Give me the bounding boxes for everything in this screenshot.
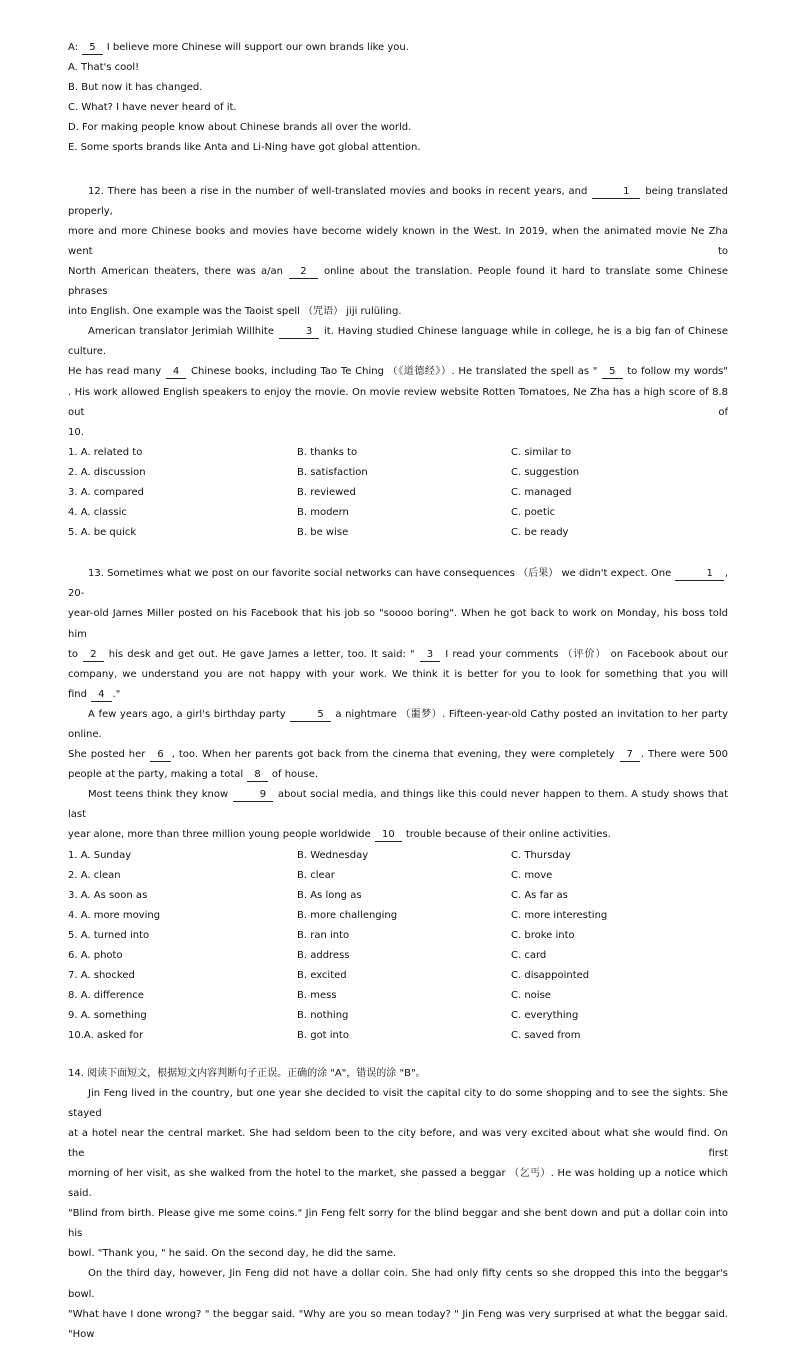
passage-line: year-old James Miller posted on his Facebook that his job so "soooo boring". When he got back to work on Monday, his boss told him (68, 608, 728, 640)
spacer (68, 543, 728, 564)
option-4a[interactable]: 4. A. classic (68, 507, 127, 519)
passage-line: "Blind from birth. Please give me some coins." Jin Feng felt sorry for the blind beggar and she bent down and put a dollar coin into his (68, 1208, 728, 1240)
answer-blank-8[interactable]: 8 (247, 769, 267, 782)
option-a: A. That's cool! (68, 62, 140, 74)
question-13 (68, 564, 728, 1046)
passage-line (68, 705, 728, 745)
line-text: 13. Sometimes what we post on our favorite social networks can have consequences （后果） we didn't expect. One (88, 568, 675, 580)
option-5c[interactable]: C. broke into (511, 929, 575, 941)
question-14 (68, 1064, 728, 1345)
option-4c[interactable]: C. more interesting (511, 909, 608, 921)
option-9a[interactable]: 9. A. something (68, 1010, 147, 1022)
passage-line: company, we understand you are not happy with your work. We think it is better for you to look for something that you will (68, 668, 728, 680)
passage-line (68, 765, 728, 785)
answer-blank-10[interactable]: 10 (375, 829, 402, 842)
answer-blank-1[interactable]: 1 (592, 186, 640, 199)
answer-blank-6[interactable]: 6 (150, 749, 170, 762)
option-4b[interactable]: B. more challenging (297, 909, 398, 921)
option-5a[interactable]: 5. A. be quick (68, 527, 137, 539)
question-12 (68, 182, 728, 544)
option-2a[interactable]: 2. A. clean (68, 869, 121, 881)
answer-blank-7[interactable]: 7 (620, 749, 640, 762)
passage-line (68, 785, 728, 825)
passage-line: 10. (68, 426, 84, 438)
option-1b[interactable]: B. Wednesday (297, 849, 369, 861)
line-text: trouble because of their online activities. (402, 829, 611, 841)
option-1a[interactable]: 1. A. Sunday (68, 849, 132, 861)
passage-line (68, 182, 728, 222)
option-4b[interactable]: B. modern (297, 507, 349, 519)
option-6b[interactable]: B. address (297, 950, 350, 962)
line-text: American translator Jerimiah Willhite (88, 326, 278, 338)
passage-line (68, 564, 728, 604)
line-text: people at the party, making a total (68, 769, 247, 781)
option-2c[interactable]: C. move (511, 869, 553, 881)
passage-line: morning of her visit, as she walked from the hotel to the market, she passed a beggar （乞丐）. He was holding up a notice which said. (68, 1167, 728, 1200)
passage-line: bowl. "Thank you, " he said. On the second day, he did the same. (68, 1248, 397, 1260)
line-text: to (68, 648, 83, 660)
answer-blank-5[interactable]: 5 (290, 709, 330, 722)
answer-blank-1[interactable]: 1 (675, 568, 723, 581)
line-text: I read your comments （评价） on Facebook about our (441, 648, 728, 660)
dialogue-line-a (68, 38, 728, 58)
line-text: his desk and get out. He gave James a letter, too. It said: " (104, 648, 419, 660)
passage-line: On the third day, however, Jin Feng did not have a dollar coin. She had only fifty cents so she dropped this into the beggar's bowl. (68, 1268, 728, 1300)
option-2a[interactable]: 2. A. discussion (68, 466, 146, 478)
line-text: being translated properly, (68, 185, 728, 217)
line-text: A few years ago, a girl's birthday party (88, 708, 290, 720)
passage-line: more and more Chinese books and movies have become widely known in the West. In 2019, when the animated movie Ne Zha went to (68, 225, 728, 257)
line-text: Chinese books, including Tao Te Ching （《道德经》）. He translated the spell as " (187, 366, 602, 378)
exam-page (68, 38, 728, 1345)
line-text: about social media, and things like this could never happen to them. A study shows that last (68, 789, 728, 821)
option-d: D. For making people know about Chinese brands all over the world. (68, 122, 412, 134)
answer-blank-5[interactable]: 5 (602, 366, 622, 379)
line-text: Most teens think they know (88, 789, 232, 801)
q12-options (68, 443, 728, 543)
option-8a[interactable]: 8. A. difference (68, 990, 144, 1002)
passage-line: into English. One example was the Taoist spell （咒语） jiji rulüling. (68, 306, 402, 318)
answer-blank-2[interactable]: 2 (83, 649, 103, 662)
line-text: ." (112, 688, 121, 700)
option-7a[interactable]: 7. A. shocked (68, 970, 135, 982)
passage-line (68, 825, 728, 845)
option-2c[interactable]: C. suggestion (511, 466, 580, 478)
line-text: . There were 500 (640, 749, 729, 761)
passage-line: . His work allowed English speakers to enjoy the movie. On movie review website Rotten Tomatoes, Ne Zha has a high score of 8.8 out of (68, 386, 728, 418)
q11-tail (68, 38, 728, 159)
line-text: A: (68, 42, 82, 53)
passage-line (68, 745, 728, 765)
option-e: E. Some sports brands like Anta and Li-Ning have got global attention. (68, 142, 421, 154)
option-b: B. But now it has changed. (68, 82, 203, 94)
spacer (68, 159, 728, 182)
line-text: 12. There has been a rise in the number of well-translated movies and books in recent years, and (88, 185, 592, 197)
line-text: of house. (268, 769, 319, 781)
option-6a[interactable]: 6. A. photo (68, 950, 123, 962)
option-1c[interactable]: C. similar to (511, 446, 572, 458)
passage-line (68, 685, 728, 705)
answer-blank-4[interactable]: 4 (166, 366, 186, 379)
option-2b[interactable]: B. clear (297, 869, 335, 881)
option-9b[interactable]: B. nothing (297, 1010, 349, 1022)
passage-line: Jin Feng lived in the country, but one year she decided to visit the capital city to do some shopping and to see the sights. She stayed (68, 1087, 728, 1119)
option-5c[interactable]: C. be ready (511, 527, 569, 539)
option-8c[interactable]: C. noise (511, 990, 551, 1002)
option-10b[interactable]: B. got into (297, 1030, 349, 1042)
option-3a[interactable]: 3. A. As soon as (68, 889, 148, 901)
option-5b[interactable]: B. be wise (297, 527, 349, 539)
passage-line: at a hotel near the central market. She had seldom been to the city before, and was very excited about what she would find. On the first (68, 1127, 728, 1159)
option-3b[interactable]: B. As long as (297, 889, 362, 901)
answer-blank-4[interactable]: 4 (91, 689, 111, 702)
line-text: it. Having studied Chinese language while in college, he is a big fan of Chinese culture. (68, 326, 728, 358)
line-text: She posted her (68, 749, 150, 761)
option-7c[interactable]: C. disappointed (511, 970, 590, 982)
answer-blank-3[interactable]: 3 (279, 326, 319, 339)
answer-blank-2[interactable]: 2 (289, 266, 317, 279)
option-5b[interactable]: B. ran into (297, 929, 350, 941)
line-text: North American theaters, there was a/an (68, 265, 289, 277)
passage-line (68, 362, 728, 382)
option-3c[interactable]: C. As far as (511, 889, 568, 901)
option-4c[interactable]: C. poetic (511, 507, 556, 519)
passage-line (68, 262, 728, 302)
passage-line (68, 645, 728, 665)
option-2b[interactable]: B. satisfaction (297, 466, 368, 478)
q14-instruction: 14. 阅读下面短文，根据短文内容判断句子正误。正确的涂 "A"，错误的涂 "B"。 (68, 1067, 426, 1079)
option-5a[interactable]: 5. A. turned into (68, 929, 150, 941)
option-10c[interactable]: C. saved from (511, 1030, 581, 1042)
option-4a[interactable]: 4. A. more moving (68, 909, 161, 921)
line-text: online about the translation. People found it hard to translate some Chinese phrases (68, 265, 728, 298)
option-3a[interactable]: 3. A. compared (68, 486, 144, 498)
line-text: to follow my words" (623, 366, 728, 378)
line-text: , too. When her parents got back from the cinema that evening, they were completely (171, 749, 619, 761)
option-9c[interactable]: C. everything (511, 1010, 579, 1022)
line-text: a nightmare （噩梦）. Fifteen-year-old Cathy posted an invitation to her party online. (68, 708, 728, 740)
passage-line: "What have I done wrong? " the beggar said. "Why are you so mean today? " Jin Feng was very surprised at what the beggar said. "How (68, 1308, 728, 1340)
option-8b[interactable]: B. mess (297, 990, 337, 1002)
option-c: C. What? I have never heard of it. (68, 102, 237, 114)
line-text: I believe more Chinese will support our own brands like you. (103, 42, 409, 53)
option-7b[interactable]: B. excited (297, 970, 347, 982)
option-1a[interactable]: 1. A. related to (68, 446, 143, 458)
option-10a[interactable]: 10.A. asked for (68, 1030, 144, 1042)
spacer (68, 1047, 728, 1064)
option-3b[interactable]: B. reviewed (297, 486, 356, 498)
option-3c[interactable]: C. managed (511, 486, 572, 498)
answer-blank-5[interactable]: 5 (82, 42, 102, 55)
answer-blank-3[interactable]: 3 (420, 649, 440, 662)
line-text: , 20- (68, 568, 728, 600)
passage-line (68, 322, 728, 362)
option-1b[interactable]: B. thanks to (297, 446, 358, 458)
line-text: find (68, 688, 91, 700)
answer-blank-9[interactable]: 9 (233, 789, 273, 802)
line-text: He has read many (68, 366, 165, 378)
line-text: year alone, more than three million young people worldwide (68, 829, 374, 841)
option-1c[interactable]: C. Thursday (511, 849, 571, 861)
q13-options (68, 846, 728, 1047)
option-6c[interactable]: C. card (511, 950, 547, 962)
